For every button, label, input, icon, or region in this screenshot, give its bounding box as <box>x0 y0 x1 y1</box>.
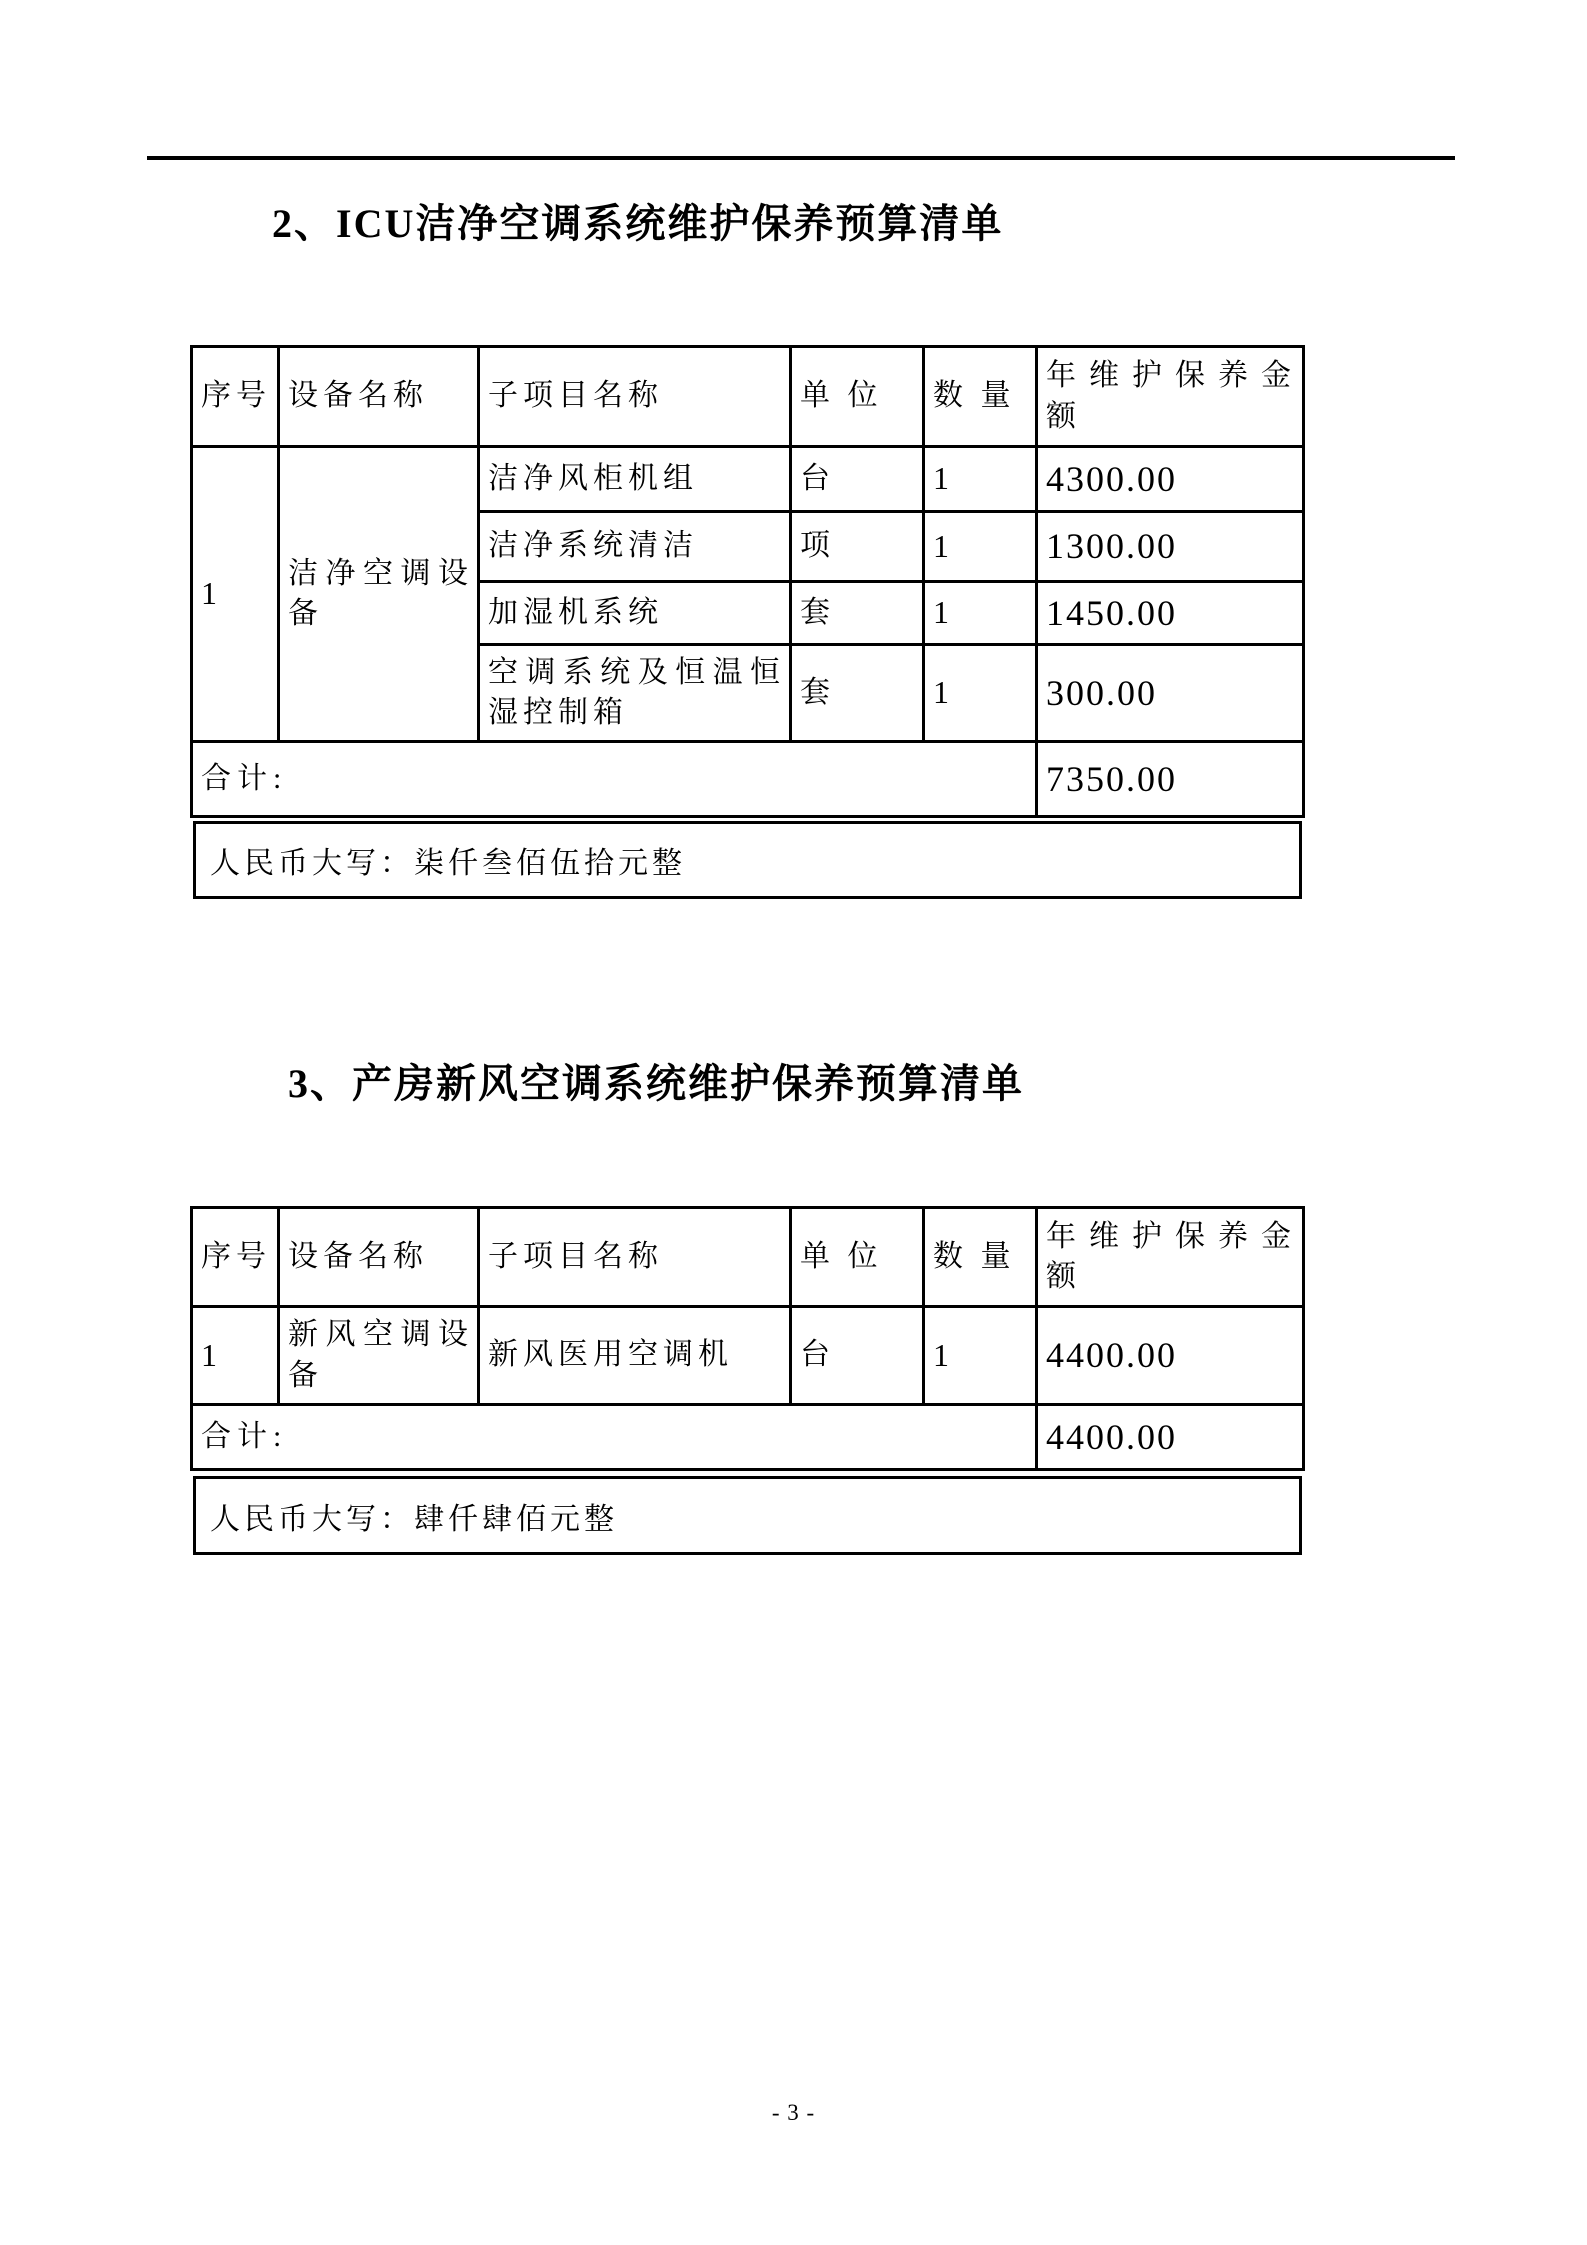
cell-qty: 1 <box>924 1307 1037 1405</box>
total-amount: 4400.00 <box>1037 1405 1304 1470</box>
cell-item: 洁净系统清洁 <box>479 512 791 582</box>
cell-item: 空调系统及恒温恒湿控制箱 <box>479 645 791 742</box>
cell-seq: 1 <box>192 1307 279 1405</box>
section-title-delivery-room: 3、产房新风空调系统维护保养预算清单 <box>288 1061 1024 1106</box>
cell-unit: 项 <box>791 512 924 582</box>
cell-qty: 1 <box>924 582 1037 645</box>
table-row <box>192 447 1304 512</box>
page-number: - 3 - <box>771 2100 816 2125</box>
total-row <box>192 742 1304 817</box>
cell-item: 加湿机系统 <box>479 582 791 645</box>
cell-seq: 1 <box>192 447 279 742</box>
cell-amount: 300.00 <box>1037 645 1304 742</box>
total-label: 合计: <box>192 742 1037 817</box>
header-amount: 年维护保养金额 <box>1037 347 1304 447</box>
cell-qty: 1 <box>924 447 1037 512</box>
cell-unit: 台 <box>791 1307 924 1405</box>
cell-unit: 台 <box>791 447 924 512</box>
header-seq: 序号 <box>192 347 279 447</box>
header-subitem: 子项目名称 <box>479 347 791 447</box>
cell-device: 洁净空调设备 <box>279 447 479 742</box>
header-amount: 年维护保养金额 <box>1037 1208 1304 1307</box>
cell-qty: 1 <box>924 645 1037 742</box>
amount-in-words-box <box>193 821 1302 899</box>
table-row <box>192 1307 1304 1405</box>
header-subitem: 子项目名称 <box>479 1208 791 1307</box>
section-title-icu: 2、ICU洁净空调系统维护保养预算清单 <box>272 201 1004 246</box>
header-seq: 序号 <box>192 1208 279 1307</box>
cell-device: 新风空调设备 <box>279 1307 479 1405</box>
total-amount: 7350.00 <box>1037 742 1304 817</box>
header-device: 设备名称 <box>279 347 479 447</box>
cell-qty: 1 <box>924 512 1037 582</box>
amount-in-words: 人民币大写：柒仟叁佰伍拾元整 <box>210 847 686 880</box>
header-rule <box>147 156 1455 160</box>
header-qty: 数 量 <box>924 1208 1037 1307</box>
header-device: 设备名称 <box>279 1208 479 1307</box>
amount-in-words: 人民币大写：肆仟肆佰元整 <box>210 1502 618 1536</box>
header-unit: 单 位 <box>791 1208 924 1307</box>
cell-amount: 4300.00 <box>1037 447 1304 512</box>
amount-in-words-box <box>193 1476 1302 1555</box>
table-header-row <box>192 347 1304 447</box>
cell-unit: 套 <box>791 582 924 645</box>
budget-table-delivery-room <box>190 1206 1305 1471</box>
cell-item: 洁净风柜机组 <box>479 447 791 512</box>
cell-amount: 1300.00 <box>1037 512 1304 582</box>
cell-unit: 套 <box>791 645 924 742</box>
total-label: 合计: <box>192 1405 1037 1470</box>
cell-item: 新风医用空调机 <box>479 1307 791 1405</box>
header-qty: 数 量 <box>924 347 1037 447</box>
header-unit: 单 位 <box>791 347 924 447</box>
cell-amount: 1450.00 <box>1037 582 1304 645</box>
total-row <box>192 1405 1304 1470</box>
table-header-row <box>192 1208 1304 1307</box>
budget-table-icu <box>190 345 1305 818</box>
cell-amount: 4400.00 <box>1037 1307 1304 1405</box>
